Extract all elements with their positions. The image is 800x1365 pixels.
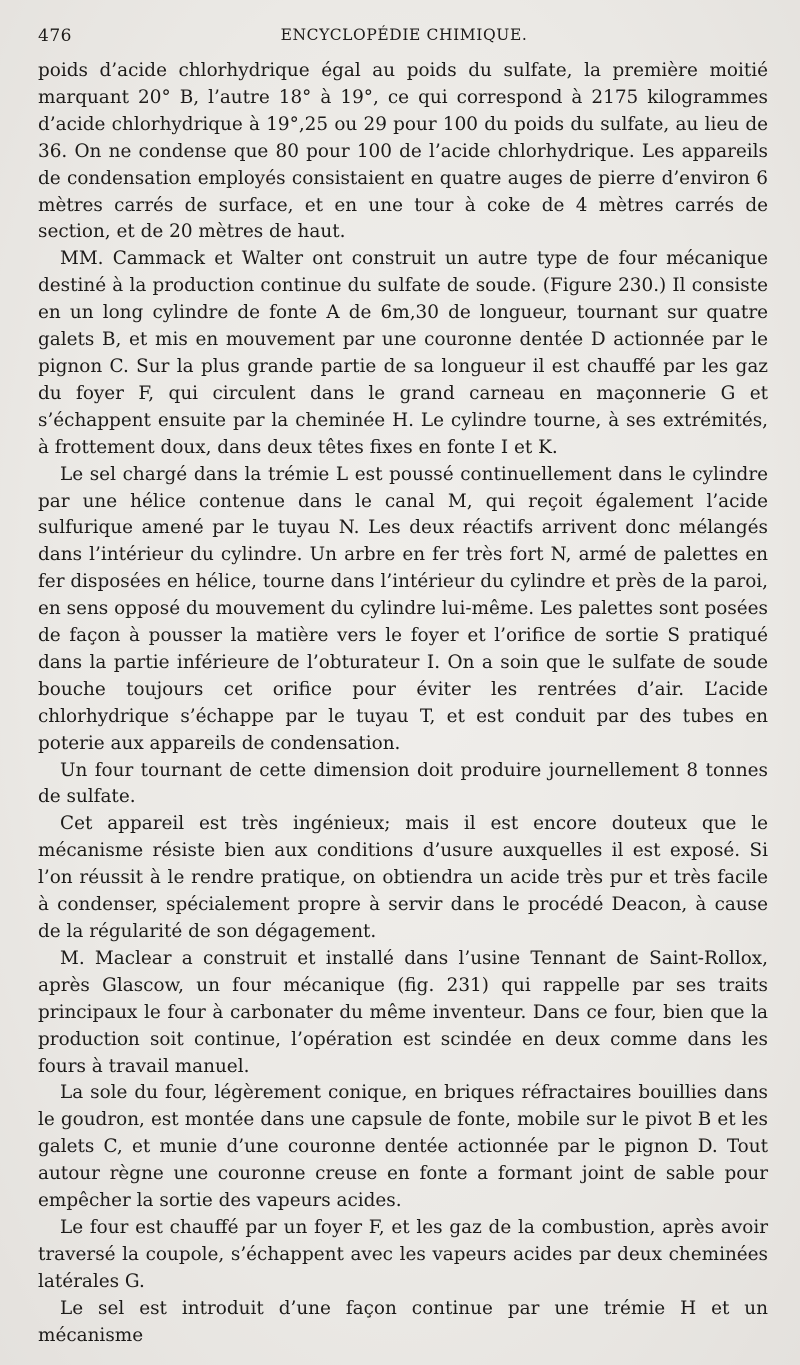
running-head: ENCYCLOPÉDIE CHIMIQUE.: [280, 26, 528, 44]
paragraph: La sole du four, légèrement conique, en briques réfractaires bouillies dans le goudron, est montée dans une capsule de fonte, mobile sur le pivot B et les galets C, et munie d’une couronne dentée actionnée par le pignon D. Tout autour règne une couronne creuse en fonte a formant joint de sable pour empêcher la sortie des vapeurs acides.: [38, 1082, 768, 1212]
paragraph: Le sel est introduit d’une façon continue par une trémie H et un mécanisme: [38, 1297, 768, 1346]
page-header: [38, 26, 770, 52]
body-text: [38, 58, 768, 1350]
paragraph: poids d’acide chlorhydrique égal au poids du sulfate, la première moitié marquant 20° B, l’autre 18° à 19°, ce qui correspond à 2175 kilogrammes d’acide chlorhydrique à 19°,25 ou 29 pour 100 du poids du sulfate, au lieu de 36. On ne condense que 80 pour 100 de l’acide chlorhydrique. Les appareils de condensation employés consistaient en quatre auges de pierre d’environ 6 mètres carrés de surface, et en une tour à coke de 4 mètres carrés de section, et de 20 mètres de haut.: [38, 60, 768, 243]
paragraph: Un four tournant de cette dimension doit produire journellement 8 tonnes de sulfate.: [38, 759, 768, 808]
paragraph: M. Maclear a construit et installé dans l’usine Tennant de Saint-Rollox, après Glascow, un four mécanique (fig. 231) qui rappelle par ses traits principaux le four à carbonater du même inventeur. Dans ce four, bien que la production soit continue, l’opération est scindée en deux comme dans les fours à travail manuel.: [38, 947, 768, 1077]
page-number: 476: [38, 26, 72, 46]
paragraph: Le sel chargé dans la trémie L est poussé continuellement dans le cylindre par une hélice contenue dans le canal M, qui reçoit également l’acide sulfurique amené par le tuyau N. Les deux réactifs arrivent donc mélangés dans l’intérieur du cylindre. Un arbre en fer très fort N, armé de palettes en fer disposées en hélice, tourne dans l’intérieur du cylindre et près de la paroi, en sens opposé du mouvement du cylindre lui-même. Les palettes sont posées de façon à pousser la matière vers le foyer et l’orifice de sortie S pratiqué dans la partie inférieure de l’obturateur I. On a soin que le sulfate de soude bouche toujours cet orifice pour éviter les rentrées d’air. L’acide chlorhydrique s’échappe par le tuyau T, et est conduit par des tubes en poterie aux appareils de condensation.: [38, 463, 768, 754]
paragraph: Cet appareil est très ingénieux; mais il est encore douteux que le mécanisme résiste bien aux conditions d’usure auxquelles il est exposé. Si l’on réussit à le rendre pratique, on obtiendra un acide très pur et très facile à condenser, spécialement propre à servir dans le procédé Deacon, à cause de la régularité de son dégagement.: [38, 813, 768, 942]
paragraph: MM. Cammack et Walter ont construit un autre type de four mécanique destiné à la production continue du sulfate de soude. (Figure 230.) Il consiste en un long cylindre de fonte A de 6m,30 de longueur, tournant sur quatre galets B, et mis en mouvement par une couronne dentée D actionnée par le pignon C. Sur la plus grande partie de sa longueur il est chauffé par les gaz du foyer F, qui circulent dans le grand carneau en maçonnerie G et s’échappent ensuite par la cheminée H. Le cylindre tourne, à ses extrémités, à frottement doux, dans deux têtes fixes en fonte I et K.: [38, 248, 768, 458]
paragraph: Le four est chauffé par un foyer F, et les gaz de la combustion, après avoir traversé la coupole, s’échappent avec les vapeurs acides par deux cheminées latérales G.: [38, 1216, 768, 1292]
